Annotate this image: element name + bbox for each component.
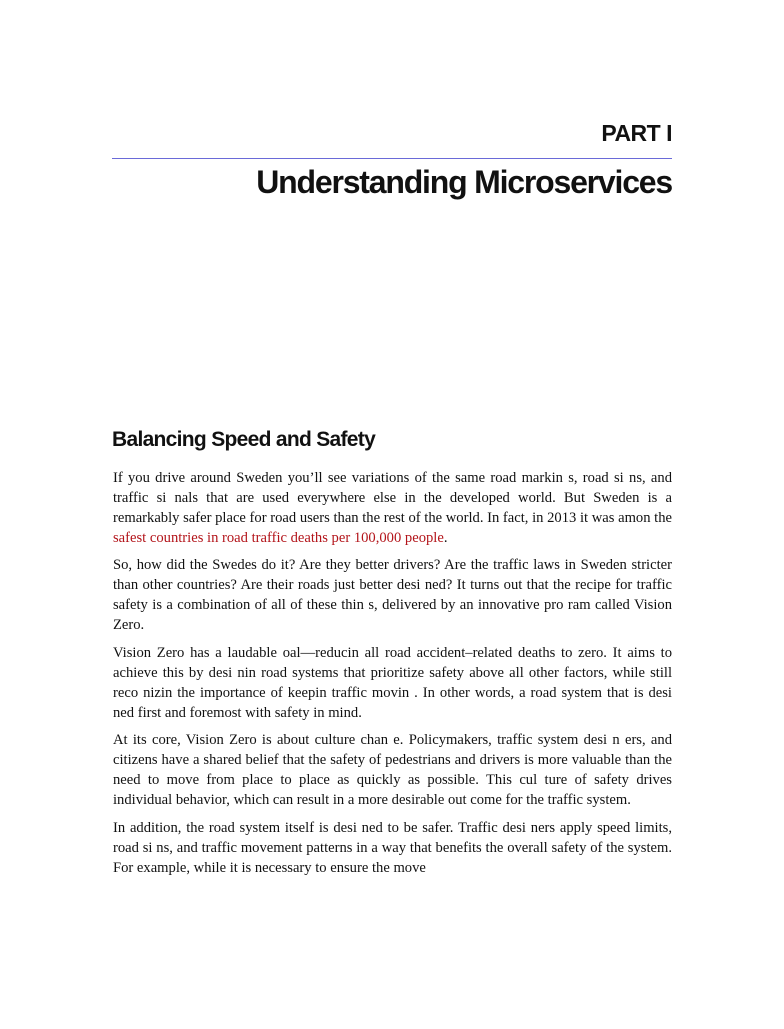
section-heading: Balancing Speed and Safety bbox=[112, 428, 376, 451]
paragraph-1 bbox=[113, 469, 672, 549]
body-text bbox=[113, 469, 672, 886]
paragraph-4: At its core, Vision Zero is about culture chan e. Policymakers, traffic system desi n ers, and citizens have a shared belief that the safety of pedestrians and drivers is more valuable than the need to move from place to place as quickly as possible. This cul ture of safety drives individual behavior, which can result in a more desirable out come for the traffic system. bbox=[113, 732, 672, 808]
traffic-deaths-link[interactable]: safest countries in road traffic deaths per 100,000 people bbox=[113, 529, 444, 546]
paragraph-1-text: If you drive around Sweden you’ll see variations of the same road markin s, road si ns, and traffic si nals that are used everywhere else in the developed world. But Sweden is a remarkably safer place for road users than the rest of the world. In fact, in 2013 it was amon the bbox=[113, 470, 672, 526]
part-label: PART I bbox=[601, 120, 672, 146]
paragraph-2: So, how did the Swedes do it? Are they better drivers? Are the traffic laws in Sweden stricter than other countries? Are their roads just better desi ned? It turns out that the recipe for traffic safety is a combination of all of these thin s, delivered by an innovative pro ram called Vision Zero. bbox=[113, 557, 672, 634]
paragraph-1-end: . bbox=[443, 529, 448, 546]
paragraph-5: In addition, the road system itself is desi ned to be safer. Traffic desi ners apply speed limits, road si ns, and traffic movement patterns in a way that benefits the overall safety of the system. For example, while it is necessary to ensure the move bbox=[113, 819, 672, 876]
part-title: Understanding Microservices bbox=[256, 164, 672, 200]
paragraph-3: Vision Zero has a laudable oal—reducin all road accident–related deaths to zero. It aims to achieve this by desi nin road systems that prioritize safety above all other factors, while still reco nizin the importance of keepin traffic movin . In other words, a road system that is desi ned first and foremost with safety in mind. bbox=[113, 644, 672, 721]
title-rule bbox=[112, 158, 672, 159]
